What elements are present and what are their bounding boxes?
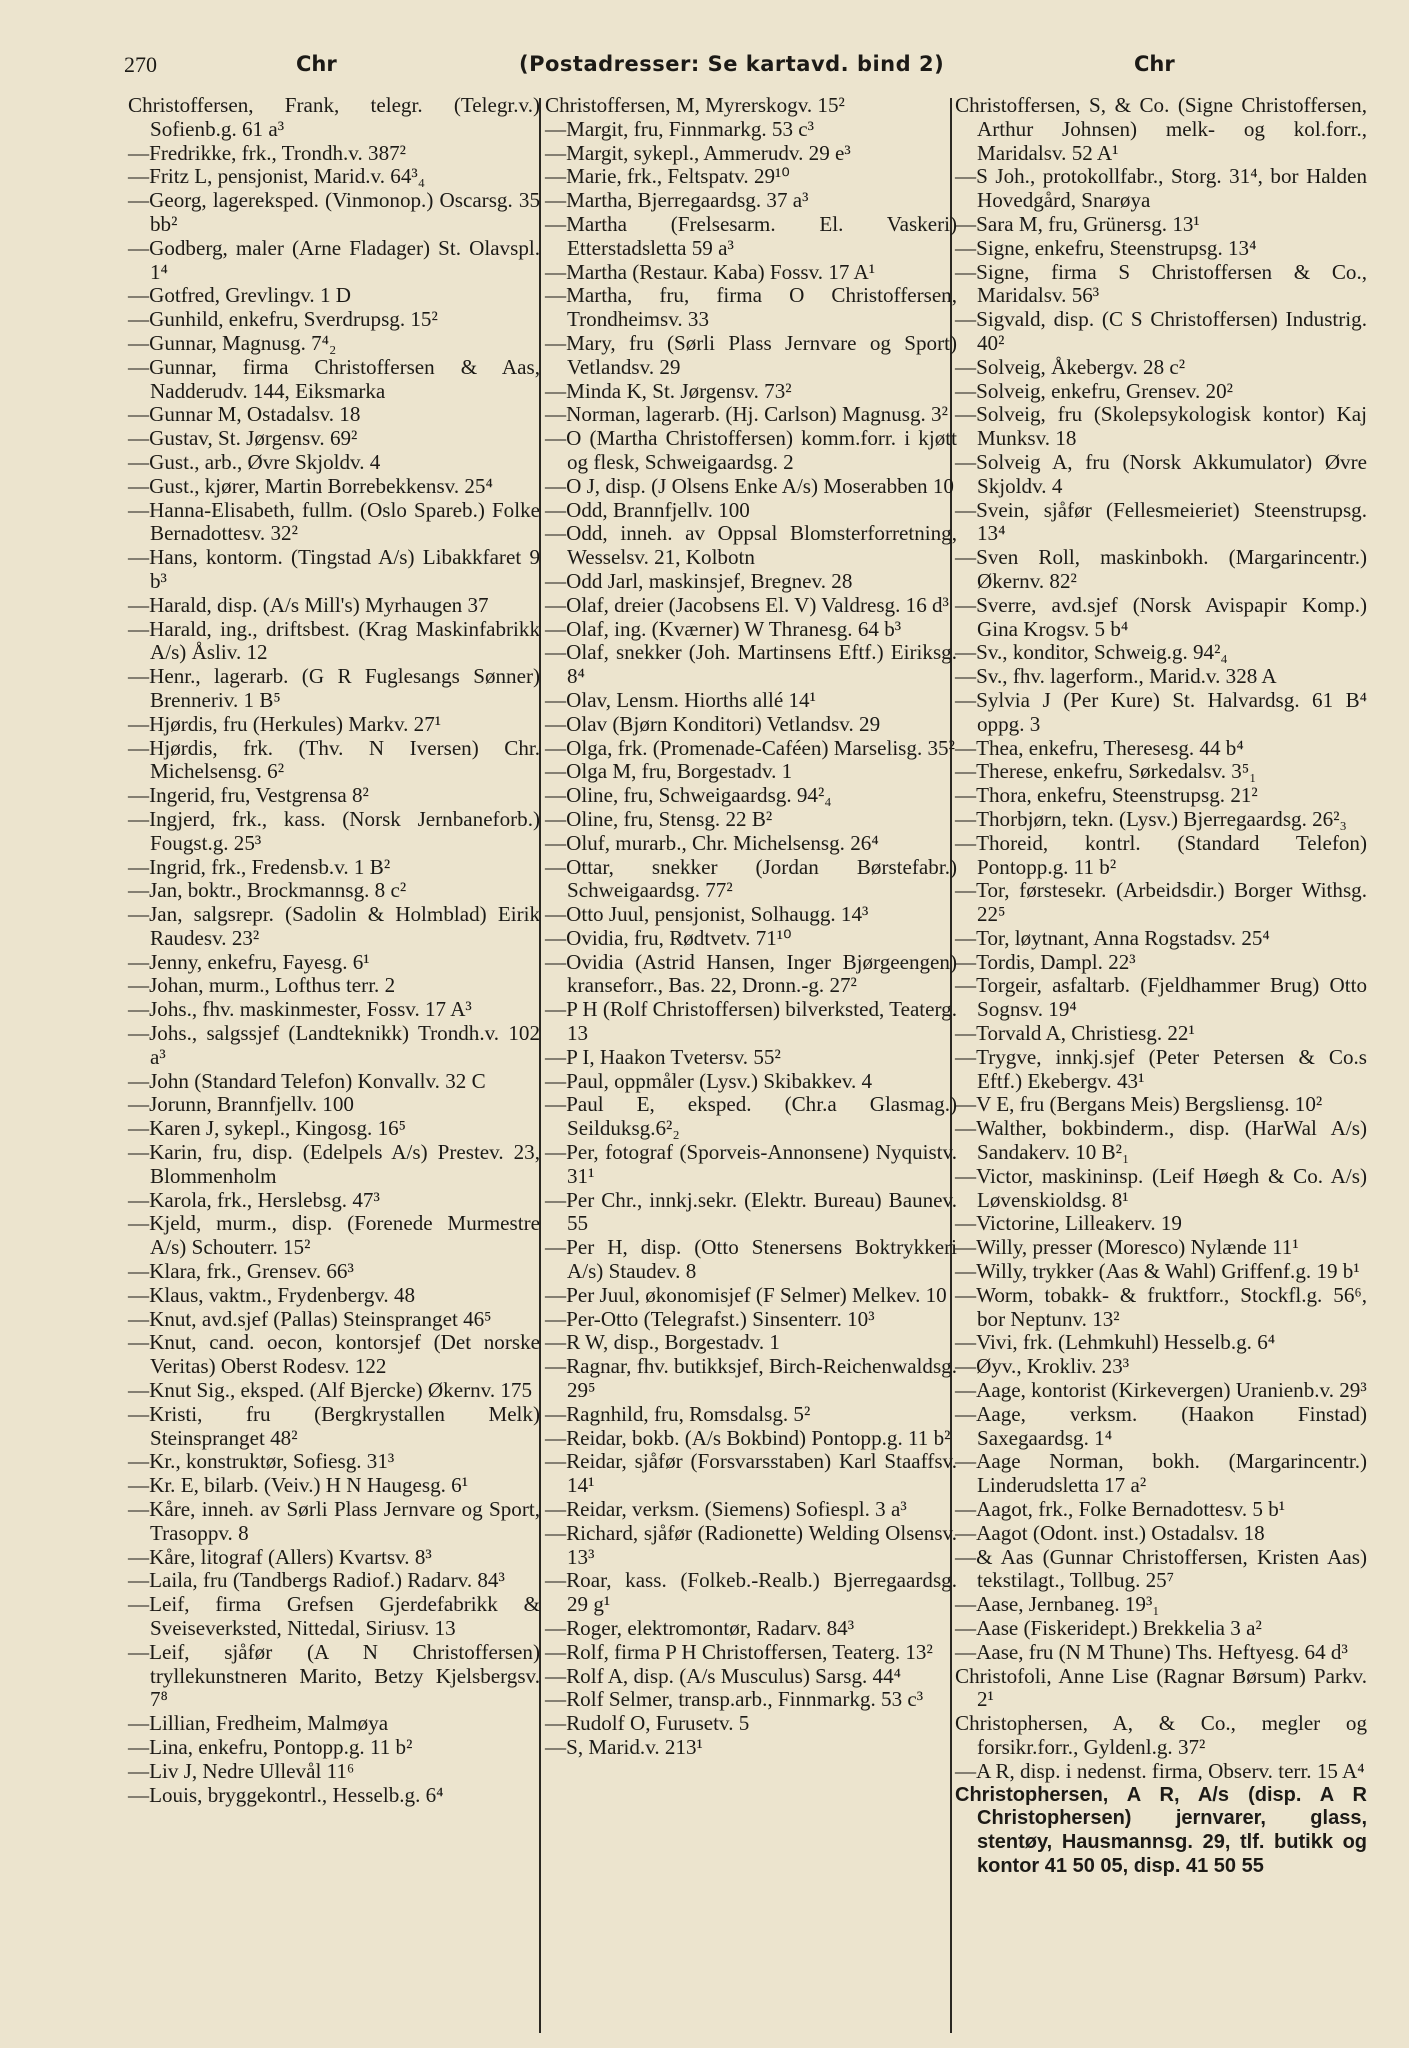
directory-entry: —Therese, enkefru, Sørkedalsv. 3⁵₁ — [955, 759, 1257, 784]
directory-entry: —Norman, lagerarb. (Hj. Carlson) Magnusg. 3² — [545, 402, 948, 427]
directory-entry: —Solveig A, fru (Norsk Akkumulator) Øvre Skjoldv. 4 — [955, 449, 1367, 498]
directory-entry: —Odd Jarl, maskinsjef, Bregnev. 28 — [545, 568, 853, 593]
directory-entry: —Kristi, fru (Bergkrystallen Melk) Steinspranget 48² — [128, 1401, 540, 1450]
directory-entry: —Gunnar, firma Christoffersen & Aas, Nadderudv. 144, Eiksmarka — [128, 354, 540, 403]
directory-entry: Christophersen, A R, A/s (disp. A R Christophersen) jernvarer, glass, stentøy, Hausmannsg. 29, tlf. butikk og kontor 41 50 05, disp. 41 50 55 — [955, 1783, 1367, 1877]
directory-entry: —Klara, frk., Grensev. 66³ — [128, 1259, 354, 1284]
directory-entry: Christoffersen, S, & Co. (Signe Christoffersen, Arthur Johnsen) melk- og kol.forr., Maridalsv. 52 A¹ — [955, 93, 1367, 165]
directory-entry: —Aage Norman, bokh. (Margarincentr.) Linderudsletta 17 a² — [955, 1449, 1367, 1498]
directory-entry: —P I, Haakon Tvetersv. 55² — [545, 1044, 781, 1069]
directory-entry: —Karin, fru, disp. (Edelpels A/s) Prestev. 23, Blommenholm — [128, 1140, 540, 1188]
directory-entry: —Laila, fru (Tandbergs Radiof.) Radarv. 84³ — [128, 1568, 505, 1593]
directory-entry: —Klaus, vaktm., Frydenbergv. 48 — [128, 1282, 416, 1307]
directory-entry: —Aage, verksm. (Haakon Finstad) Saxegaardsg. 1⁴ — [955, 1401, 1367, 1450]
directory-entry: —Jorunn, Brannfjellv. 100 — [128, 1092, 354, 1117]
directory-entry: Christoffersen, M, Myrerskogv. 15² — [545, 93, 845, 117]
directory-entry: —Gunhild, enkefru, Sverdrupsg. 15² — [128, 307, 438, 332]
directory-entry: —O (Martha Christoffersen) komm.forr. i kjøtt og flesk, Schweigaardsg. 2 — [545, 426, 957, 474]
directory-entry: —Olav, Lensm. Hiorths allé 14¹ — [545, 687, 816, 712]
directory-entry: —Per Chr., innkj.sekr. (Elektr. Bureau) Baunev. 55 — [545, 1187, 957, 1236]
directory-entry: —Olaf, snekker (Joh. Martinsens Eftf.) Eiriksg. 8⁴ — [545, 640, 957, 689]
directory-entry: Christofoli, Anne Lise (Ragnar Børsum) Parkv. 2¹ — [955, 1663, 1367, 1712]
directory-entry: —Jan, boktr., Brockmannsg. 8 c² — [128, 878, 407, 903]
directory-entry: —Olaf, ing. (Kværner) W Thranesg. 64 b³ — [545, 616, 902, 641]
directory-entry: —Sv., konditor, Schweig.g. 94²₄ — [955, 640, 1228, 665]
directory-entry: —Paul E, eksped. (Chr.a Glasmag.) Seilduksg.6²₂ — [545, 1092, 957, 1141]
page-number: 270 — [124, 52, 157, 77]
directory-entry: —Martha, Bjerregaardsg. 37 a³ — [545, 188, 809, 213]
directory-entry: —Trygve, innkj.sjef (Peter Petersen & Co.s Eftf.) Ekebergv. 43¹ — [955, 1044, 1367, 1093]
directory-entry: —Hans, kontorm. (Tingstad A/s) Libakkfaret 9 b³ — [128, 545, 540, 593]
directory-entry: —Fritz L, pensjonist, Marid.v. 64³₄ — [128, 164, 426, 189]
directory-entry: —Solveig, fru (Skolepsykologisk kontor) Kaj Munksv. 18 — [955, 402, 1367, 451]
directory-entry: —Aase, Jernbaneg. 19³₁ — [955, 1592, 1160, 1617]
directory-entry: —Oluf, murarb., Chr. Michelsensg. 26⁴ — [545, 830, 879, 855]
directory-entry: —Oline, fru, Schweigaardsg. 94²₄ — [545, 783, 832, 808]
directory-entry: —Victorine, Lilleakerv. 19 — [955, 1211, 1182, 1236]
directory-entry: —Hjørdis, frk. (Thv. N Iversen) Chr. Michelsensg. 6² — [128, 735, 540, 784]
directory-entry: —John (Standard Telefon) Konvallv. 32 C — [128, 1068, 486, 1093]
directory-entry: —& Aas (Gunnar Christoffersen, Kristen Aas) tekstilagt., Tollbug. 25⁷ — [955, 1544, 1367, 1593]
directory-entry: —Kr., konstruktør, Sofiesg. 31³ — [128, 1449, 395, 1474]
directory-entry: —Thoreid, kontrl. (Standard Telefon) Pontopp.g. 11 b² — [955, 830, 1367, 879]
directory-entry: —Sverre, avd.sjef (Norsk Avispapir Komp.) Gina Krogsv. 5 b⁴ — [955, 592, 1367, 641]
directory-entry: —Signe, firma S Christoffersen & Co., Maridalsv. 56³ — [955, 259, 1367, 308]
directory-entry: —Jan, salgsrepr. (Sadolin & Holmblad) Eirik Raudesv. 23² — [128, 902, 540, 950]
directory-column-1 — [128, 94, 540, 1807]
directory-entry: —Willy, presser (Moresco) Nylænde 11¹ — [955, 1235, 1299, 1260]
directory-entry: —Ovidia (Astrid Hansen, Inger Bjørgeengen) kranseforr., Bas. 22, Dronn.-g. 27² — [545, 949, 957, 998]
running-head-left: Chr — [296, 52, 337, 76]
directory-entry: —Per, fotograf (Sporveis-Annonsene) Nyquistv. 31¹ — [545, 1140, 957, 1188]
directory-entry: —Kr. E, bilarb. (Veiv.) H N Haugesg. 6¹ — [128, 1473, 469, 1498]
directory-entry: —Olga, frk. (Promenade-Caféen) Marselisg. 35² — [545, 735, 955, 760]
directory-entry: —P H (Rolf Christoffersen) bilverksted, Teaterg. 13 — [545, 997, 957, 1046]
directory-entry: —Ingerid, fru, Vestgrensa 8² — [128, 783, 369, 808]
directory-entry: —Otto Juul, pensjonist, Solhaugg. 14³ — [545, 902, 869, 927]
directory-entry: —Solveig, enkefru, Grensev. 20² — [955, 378, 1233, 403]
directory-entry: —Fredrikke, frk., Trondh.v. 387² — [128, 140, 406, 165]
directory-entry: —Tordis, Dampl. 22³ — [955, 949, 1136, 974]
directory-entry: —Mary, fru (Sørli Plass Jernvare og Sport) Vetlandsv. 29 — [545, 330, 957, 379]
directory-entry: —Aase, fru (N M Thune) Ths. Heftyesg. 64 d³ — [955, 1639, 1348, 1664]
directory-entry: —Jenny, enkefru, Fayesg. 6¹ — [128, 949, 370, 974]
directory-entry: —Gunnar, Magnusg. 7⁴₂ — [128, 330, 337, 355]
directory-entry: —O J, disp. (J Olsens Enke A/s) Moserabben 10 — [545, 473, 954, 498]
directory-entry: —Olaf, dreier (Jacobsens El. V) Valdresg. 16 d³ — [545, 592, 949, 617]
directory-entry: —Victor, maskininsp. (Leif Høegh & Co. A/s) Løvenskioldsg. 8¹ — [955, 1163, 1367, 1212]
directory-entry: —Martha, fru, firma O Christoffersen, Trondheimsv. 33 — [545, 283, 957, 332]
directory-entry: —Sara M, fru, Grünersg. 13¹ — [955, 211, 1200, 236]
directory-entry: —Rolf A, disp. (A/s Musculus) Sarsg. 44⁴ — [545, 1663, 901, 1688]
directory-entry: —Rolf Selmer, transp.arb., Finnmarkg. 53 c³ — [545, 1687, 924, 1712]
directory-entry: —Gustav, St. Jørgensv. 69² — [128, 426, 358, 451]
directory-entry: —Ragnar, fhv. butikksjef, Birch-Reichenwaldsg. 29⁵ — [545, 1354, 957, 1403]
directory-entry: —Margit, sykepl., Ammerudv. 29 e³ — [545, 140, 851, 165]
directory-entry: —Oline, fru, Stensg. 22 B² — [545, 806, 773, 831]
directory-entry: —R W, disp., Borgestadv. 1 — [545, 1330, 780, 1355]
directory-entry: —Roger, elektromontør, Radarv. 84³ — [545, 1616, 855, 1640]
directory-entry: —Solveig, Åkebergv. 28 c² — [955, 354, 1186, 379]
directory-entry: —Karola, frk., Herslebsg. 47³ — [128, 1187, 380, 1212]
directory-entry: —Reidar, bokb. (A/s Bokbind) Pontopp.g. 11 b² — [545, 1425, 951, 1450]
directory-entry: —Willy, trykker (Aas & Wahl) Griffenf.g. 19 b¹ — [955, 1259, 1360, 1284]
directory-entry: —S Joh., protokollfabr., Storg. 31⁴, bor Halden Hovedgård, Snarøya — [955, 164, 1367, 213]
directory-entry: —Knut, cand. oecon, kontorsjef (Det norske Veritas) Oberst Rodesv. 122 — [128, 1330, 540, 1379]
directory-entry: —Odd, Brannfjellv. 100 — [545, 497, 750, 522]
running-header — [124, 52, 1364, 86]
directory-entry: —Olga M, fru, Borgestadv. 1 — [545, 759, 793, 784]
directory-entry: —Sven Roll, maskinbokh. (Margarincentr.) Økernv. 82² — [955, 545, 1367, 593]
directory-entry: —Martha (Restaur. Kaba) Fossv. 17 A¹ — [545, 259, 876, 284]
directory-entry: —Louis, bryggekontrl., Hesselb.g. 6⁴ — [128, 1782, 444, 1807]
directory-entry: —Tor, førstesekr. (Arbeidsdir.) Borger Withsg. 22⁵ — [955, 878, 1367, 927]
directory-entry: —Worm, tobakk- & fruktforr., Stockfl.g. 56⁶, bor Neptunv. 13² — [955, 1282, 1367, 1331]
directory-entry: —Ovidia, fru, Rødtvetv. 71¹⁰ — [545, 925, 792, 950]
directory-entry: —Lillian, Fredheim, Malmøya — [128, 1711, 389, 1736]
directory-entry: —Knut Sig., eksped. (Alf Bjercke) Økernv. 175 — [128, 1378, 533, 1403]
directory-entry: —Olav (Bjørn Konditori) Vetlandsv. 29 — [545, 711, 881, 736]
directory-entry: —A R, disp. i nedenst. firma, Observ. terr. 15 A⁴ — [955, 1758, 1365, 1783]
directory-entry: —Johs., fhv. maskinmester, Fossv. 17 A³ — [128, 997, 472, 1022]
directory-entry: —Kjeld, murm., disp. (Forenede Murmestre A/s) Schouterr. 15² — [128, 1211, 540, 1260]
directory-entry: —Sv., fhv. lagerform., Marid.v. 328 A — [955, 664, 1277, 689]
directory-entry: —Sigvald, disp. (C S Christoffersen) Industrig. 40² — [955, 307, 1367, 355]
directory-entry: —Aagot (Odont. inst.) Ostadalsv. 18 — [955, 1520, 1265, 1545]
directory-entry: —Gunnar M, Ostadalsv. 18 — [128, 402, 361, 427]
directory-entry: —Paul, oppmåler (Lysv.) Skibakkev. 4 — [545, 1068, 873, 1093]
directory-entry: —Henr., lagerarb. (G R Fuglesangs Sønner) Brenneriv. 1 B⁵ — [128, 664, 540, 712]
directory-entry: —Kåre, inneh. av Sørli Plass Jernvare og Sport, Trasoppv. 8 — [128, 1497, 540, 1545]
directory-entry: —Knut, avd.sjef (Pallas) Steinspranget 46⁵ — [128, 1306, 492, 1331]
directory-entry: —Johan, murm., Lofthus terr. 2 — [128, 973, 396, 998]
directory-entry: —Per-Otto (Telegrafst.) Sinsenterr. 10³ — [545, 1306, 875, 1331]
directory-entry: —Martha (Frelsesarm. El. Vaskeri) Etterstadsletta 59 a³ — [545, 211, 957, 260]
directory-entry: —Leif, sjåfør (A N Christoffersen) tryllekunstneren Marito, Betzy Kjelsbergsv. 7⁸ — [128, 1639, 540, 1712]
directory-entry: —Ingjerd, frk., kass. (Norsk Jernbaneforb.) Fougst.g. 25³ — [128, 806, 540, 855]
directory-entry: —Signe, enkefru, Steenstrupsg. 13⁴ — [955, 235, 1257, 260]
directory-entry: —Aage, kontorist (Kirkevergen) Uranienb.v. 29³ — [955, 1378, 1367, 1403]
directory-entry: —Torgeir, asfaltarb. (Fjeldhammer Brug) Otto Sognsv. 19⁴ — [955, 973, 1367, 1022]
directory-entry: —Svein, sjåfør (Fellesmeieriet) Steenstrupsg. 13⁴ — [955, 497, 1367, 546]
directory-entry: —Ragnhild, fru, Romsdalsg. 5² — [545, 1401, 811, 1426]
directory-entry: —Marie, frk., Feltspatv. 29¹⁰ — [545, 164, 790, 189]
directory-entry: —Gotfred, Grevlingv. 1 D — [128, 283, 351, 308]
directory-entry: —Leif, firma Grefsen Gjerdefabrikk & Sveiseverksted, Nittedal, Siriusv. 13 — [128, 1592, 540, 1640]
directory-entry: —Per H, disp. (Otto Stenersens Boktrykkeri A/s) Staudev. 8 — [545, 1235, 957, 1284]
directory-entry: —V E, fru (Bergans Meis) Bergsliensg. 10² — [955, 1092, 1323, 1117]
running-head-center: (Postadresser: Se kartavd. bind 2) — [519, 52, 945, 76]
directory-entry: —Vivi, frk. (Lehmkuhl) Hesselb.g. 6⁴ — [955, 1330, 1276, 1355]
directory-entry: —Rolf, firma P H Christoffersen, Teaterg. 13² — [545, 1639, 933, 1664]
directory-entry: —Roar, kass. (Folkeb.-Realb.) Bjerregaardsg. 29 g¹ — [545, 1568, 957, 1617]
directory-entry: —Johs., salgssjef (Landteknikk) Trondh.v. 102 a³ — [128, 1021, 540, 1069]
directory-entry: —Thora, enkefru, Steenstrupsg. 21² — [955, 783, 1258, 808]
directory-entry: —Hjørdis, fru (Herkules) Markv. 27¹ — [128, 711, 442, 736]
directory-entry: —Thea, enkefru, Theresesg. 44 b⁴ — [955, 735, 1244, 760]
directory-entry: —Kåre, litograf (Allers) Kvartsv. 8³ — [128, 1544, 432, 1569]
directory-entry: —S, Marid.v. 213¹ — [545, 1734, 703, 1759]
directory-entry: —Liv J, Nedre Ullevål 11⁶ — [128, 1758, 355, 1783]
directory-entry: —Sylvia J (Per Kure) St. Halvardsg. 61 B⁴ oppg. 3 — [955, 687, 1367, 736]
directory-column-3 — [955, 94, 1367, 1879]
directory-entry: —Ottar, snekker (Jordan Børstefabr.) Schweigaardsg. 77² — [545, 854, 957, 903]
directory-entry: —Gust., arb., Øvre Skjoldv. 4 — [128, 449, 381, 474]
directory-entry: —Thorbjørn, tekn. (Lysv.) Bjerregaardsg. 26²₃ — [955, 806, 1347, 831]
directory-entry: Christophersen, A, & Co., megler og forsikr.forr., Gyldenl.g. 37² — [955, 1711, 1367, 1759]
directory-entry: —Lina, enkefru, Pontopp.g. 11 b² — [128, 1734, 413, 1759]
directory-column-2 — [545, 94, 957, 1760]
directory-entry: —Tor, løytnant, Anna Rogstadsv. 25⁴ — [955, 925, 1270, 950]
directory-entry: —Øyv., Krokliv. 23³ — [955, 1354, 1130, 1379]
directory-entry: —Walther, bokbinderm., disp. (HarWal A/s) Sandakerv. 10 B²₁ — [955, 1116, 1367, 1165]
directory-entry: —Aase (Fiskeridept.) Brekkelia 3 a² — [955, 1616, 1262, 1640]
directory-entry: Christoffersen, Frank, telegr. (Telegr.v.) Sofienb.g. 61 a³ — [128, 93, 540, 141]
directory-entry: —Reidar, sjåfør (Forsvarsstaben) Karl Staaffsv. 14¹ — [545, 1449, 957, 1498]
directory-entry: —Reidar, verksm. (Siemens) Sofiespl. 3 a³ — [545, 1497, 907, 1522]
directory-entry: —Odd, inneh. av Oppsal Blomsterforretning, Wesselsv. 21, Kolbotn — [545, 521, 957, 570]
directory-entry: —Gust., kjører, Martin Borrebekkensv. 25⁴ — [128, 473, 493, 498]
directory-entry: —Per Juul, økonomisjef (F Selmer) Melkev. 10 — [545, 1282, 947, 1307]
running-head-right: Chr — [1134, 52, 1175, 76]
directory-entry: —Richard, sjåfør (Radionette) Welding Olsensv. 13³ — [545, 1520, 957, 1569]
directory-entry: —Hanna-Elisabeth, fullm. (Oslo Spareb.) Folke Bernadottesv. 32² — [128, 497, 540, 546]
directory-entry: —Godberg, maler (Arne Fladager) St. Olavspl. 1⁴ — [128, 235, 540, 284]
directory-entry: —Georg, lagereksped. (Vinmonop.) Oscarsg. 35 bb² — [128, 188, 540, 236]
directory-entry: —Ingrid, frk., Fredensb.v. 1 B² — [128, 854, 391, 879]
directory-entry: —Minda K, St. Jørgensv. 73² — [545, 378, 792, 403]
directory-entry: —Torvald A, Christiesg. 22¹ — [955, 1021, 1195, 1046]
directory-entry: —Harald, disp. (A/s Mill's) Myrhaugen 37 — [128, 592, 489, 617]
directory-entry: —Margit, fru, Finnmarkg. 53 c³ — [545, 116, 814, 141]
directory-entry: —Rudolf O, Furusetv. 5 — [545, 1711, 750, 1736]
directory-entry: —Harald, ing., driftsbest. (Krag Maskinfabrikk A/s) Åsliv. 12 — [128, 616, 540, 665]
directory-entry: —Aagot, frk., Folke Bernadottesv. 5 b¹ — [955, 1497, 1286, 1522]
directory-entry: —Karen J, sykepl., Kingosg. 16⁵ — [128, 1116, 407, 1141]
